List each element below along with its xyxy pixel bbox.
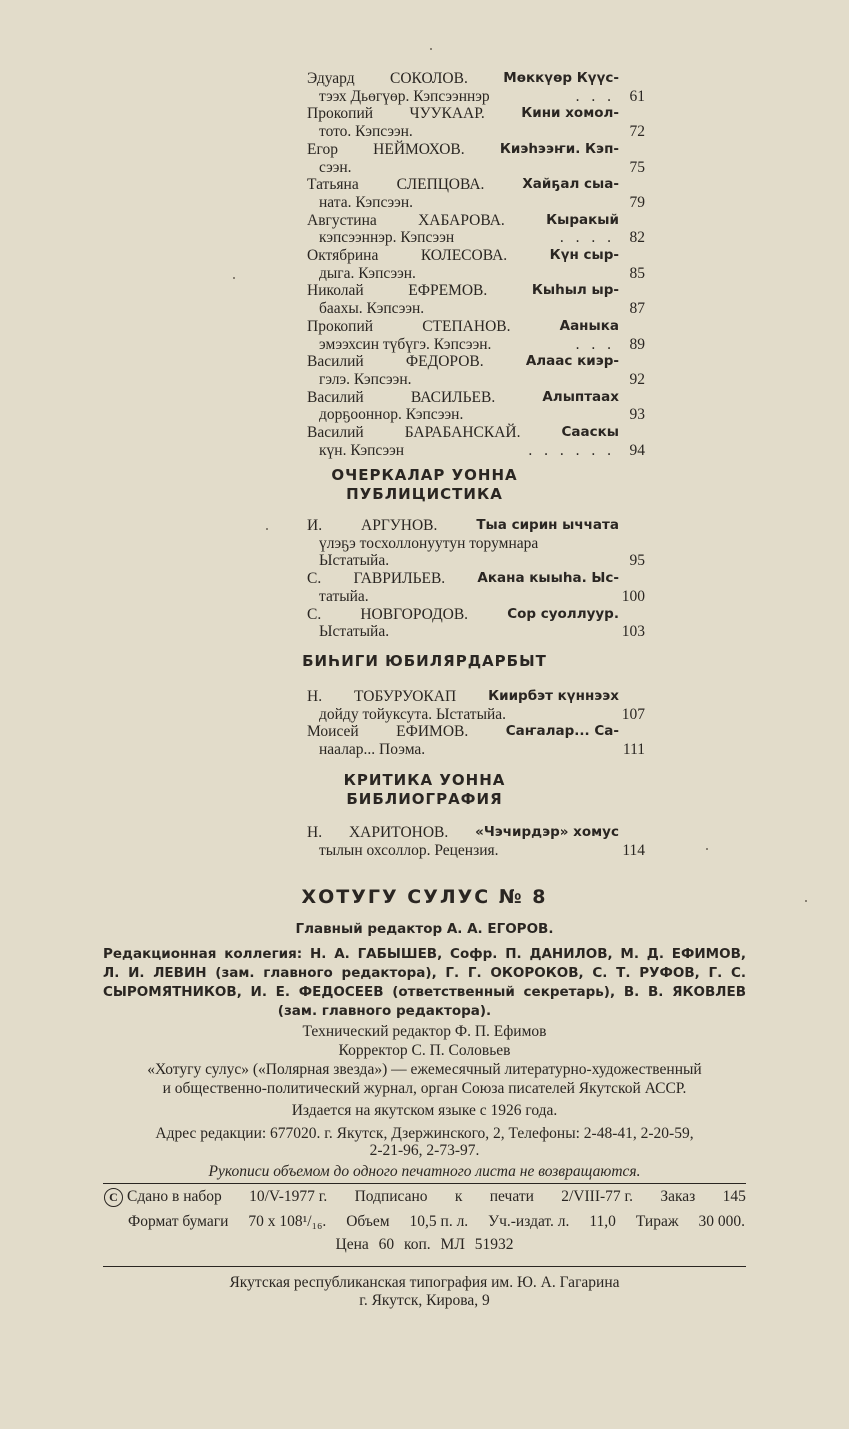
toc-entry — [307, 247, 645, 282]
author-first-name: Н. — [307, 688, 323, 705]
author-surname: ТОБУРУОКАП — [354, 688, 457, 705]
author-surname: ХАБАРОВА. — [418, 211, 505, 229]
section-heading-ocherk — [0, 466, 849, 504]
work-title: Алыптаах — [542, 388, 619, 405]
author-surname: СТЕПАНОВ. — [422, 317, 511, 335]
toc-entry-text — [307, 282, 645, 317]
work-title: Тыа сирин ыччата — [476, 517, 619, 533]
toc-entry-text — [307, 318, 645, 353]
imprint-text: к — [454, 1188, 463, 1205]
toc-entry-line — [307, 688, 619, 706]
page-number: 61 — [629, 87, 645, 105]
toc-entry-text — [307, 424, 645, 459]
toc-entry-text — [307, 517, 645, 570]
toc-entry-text — [307, 688, 645, 723]
toc-entry — [307, 517, 645, 570]
toc-entry-line — [307, 824, 619, 842]
imprint-first — [104, 1188, 222, 1207]
toc-entry — [307, 282, 645, 317]
author-surname: НОВГОРОДОВ. — [360, 605, 469, 623]
toc-entry-line — [307, 552, 619, 570]
section-heading-line: БИБЛИОГРАФИЯ — [346, 790, 503, 808]
printer: Якутская республиканская типография им. Ю. А. Гагарина — [229, 1274, 620, 1291]
work-title: Күн сыр- — [549, 247, 619, 264]
toc-entry-line — [307, 706, 619, 724]
author-surname: ЕФИМОВ. — [396, 723, 469, 741]
section-heading-line: КРИТИКА УОННА — [343, 771, 506, 789]
printer-address: г. Якутск, Кирова, 9 — [359, 1292, 490, 1309]
imprint-text: 11,0 — [589, 1213, 616, 1230]
author-first-name: Прокопий — [307, 105, 374, 123]
author-surname: БАРАБАНСКАЙ. — [404, 424, 521, 442]
author-surname: АРГУНОВ. — [361, 517, 438, 534]
toc-entry-line — [307, 623, 619, 641]
author-surname: ЧУУКААР. — [409, 105, 485, 123]
toc-ocherk — [307, 517, 645, 641]
work-title-cont: эмээхсин түбүгэ. Кэпсээн. — [319, 335, 492, 353]
page-number: 103 — [621, 623, 645, 641]
author-surname: КОЛЕСОВА. — [420, 247, 508, 265]
imprint-text: Сдано в набор — [127, 1188, 222, 1206]
work-title: Кини хомол- — [521, 105, 619, 122]
page-number: 82 — [629, 229, 645, 247]
toc-entry-text — [307, 70, 645, 105]
toc-entry-line — [307, 247, 619, 265]
work-title: Сааскы — [561, 424, 619, 441]
toc-entry-line — [307, 389, 619, 407]
toc-entry-line — [307, 123, 619, 141]
imprint-text: 145 — [722, 1188, 746, 1205]
toc-entry-line — [307, 570, 619, 588]
page-number: 111 — [622, 741, 645, 759]
imprint-text: Подписано — [354, 1188, 428, 1205]
toc-entry-line — [307, 741, 619, 759]
page-number: 95 — [629, 552, 645, 570]
author-first-name: Василий — [307, 424, 364, 442]
author-surname: НЕЙМОХОВ. — [373, 140, 465, 158]
toc-entry-line — [307, 723, 619, 741]
editorial-board — [103, 945, 746, 1021]
author-surname: СЛЕПЦОВА. — [396, 176, 485, 194]
manuscripts-notice: Рукописи объемом до одного печатного листа не возвращаются. — [208, 1163, 641, 1180]
toc-entry-line — [307, 424, 619, 442]
toc-entry-line — [307, 159, 619, 177]
toc-entry-text — [307, 389, 645, 424]
work-title: Мөккүөр Күүс- — [503, 70, 619, 86]
author-first-name: Егор — [307, 140, 338, 158]
work-title: Кыһыл ыр- — [531, 282, 619, 299]
page-number: 92 — [629, 370, 645, 388]
work-title-cont: тээх Дьөгүөр. Кэпсээннэр — [319, 87, 490, 105]
author-first-name: Моисей — [307, 723, 359, 741]
work-title: Саҥалар... Са- — [505, 723, 619, 740]
work-title-cont: дыга. Кэпсээн. — [319, 264, 416, 282]
toc-entry-line — [307, 176, 619, 194]
work-title: Киэһээҥи. Кэп- — [499, 140, 619, 157]
work-title: Хайҕал сыа- — [522, 176, 619, 193]
work-title-cont: тылын охсоллор. Рецензия. — [319, 841, 499, 859]
page-number: 107 — [621, 705, 645, 723]
toc-entry-line — [307, 606, 619, 624]
author-first-name: Н. — [307, 824, 323, 841]
work-title-cont: гэлэ. Кэпсээн. — [319, 370, 412, 388]
toc-entry-line — [307, 300, 619, 318]
work-title: Акана кыыһа. Ыс- — [477, 570, 619, 587]
author-surname: ГАВРИЛЬЕВ. — [353, 570, 446, 588]
toc-entry-text — [307, 824, 645, 859]
toc-entry — [307, 606, 645, 641]
published-since: Издается на якутском языке с 1926 года. — [291, 1102, 558, 1119]
author-first-name: Татьяна — [307, 176, 359, 194]
toc-entry-line — [307, 229, 619, 247]
author-first-name: Василий — [307, 353, 364, 371]
technical-editor: Технический редактор Ф. П. Ефимов — [302, 1023, 547, 1040]
toc-jubilee — [307, 688, 645, 759]
work-title: Ааныка — [559, 317, 619, 334]
toc-entry — [307, 212, 645, 247]
toc-entry-line — [307, 535, 619, 553]
section-heading-line: БИҺИГИ ЮБИЛЯРДАРБЫТ — [302, 652, 547, 670]
corrector: Корректор С. П. Соловьев — [338, 1042, 511, 1059]
imprint-text: 10/V-1977 г. — [249, 1188, 328, 1205]
divider — [103, 1183, 746, 1184]
toc-entry-text — [307, 353, 645, 388]
author-first-name: С. — [307, 605, 322, 623]
page-number: 85 — [629, 264, 645, 282]
section-heading-line: ПУБЛИЦИСТИКА — [346, 485, 503, 503]
toc-entry-text — [307, 212, 645, 247]
page-number: 100 — [621, 587, 645, 605]
work-title-cont: тото. Кэпсээн. — [319, 123, 413, 141]
page-number: 93 — [629, 406, 645, 424]
address-line-1: Адрес редакции: 677020. г. Якутск, Дзержинского, 2, Телефоны: 2-48-41, 2-20-59, — [155, 1125, 694, 1142]
work-title-cont: Ыстатыйа. — [319, 623, 390, 641]
toc-entry-line — [307, 105, 619, 123]
author-first-name: Василий — [307, 388, 364, 406]
page-number: 89 — [629, 335, 645, 353]
toc-entry-line — [307, 442, 619, 460]
imprint-text: Формат бумаги — [128, 1213, 229, 1230]
page-number: 72 — [629, 123, 645, 141]
page-number: 79 — [629, 193, 645, 211]
divider — [103, 1266, 746, 1267]
work-title: Кыракый — [546, 211, 619, 228]
page-number: 114 — [622, 841, 645, 859]
author-first-name: Прокопий — [307, 317, 374, 335]
toc-entry-text — [307, 723, 645, 758]
toc-entry-line — [307, 353, 619, 371]
toc-entry-line — [307, 336, 619, 354]
work-title: Киирбэт күннээх — [488, 688, 619, 704]
page-number: 94 — [629, 441, 645, 459]
editorial-board-line: Л. И. ЛЕВИН (зам. главного редактора), Г. Г. ОКОРОКОВ, С. Т. РУФОВ, Г. С. — [103, 965, 746, 981]
section-heading-jubilee — [0, 652, 849, 671]
address-line-2: 2-21-96, 2-73-97. — [369, 1142, 480, 1159]
toc-entry-text — [307, 176, 645, 211]
work-title-cont: татыйа. — [319, 587, 369, 605]
author-first-name: Эдуард — [307, 70, 355, 87]
author-surname: ХАРИТОНОВ. — [348, 824, 449, 841]
toc-entry-text — [307, 570, 645, 605]
work-title: Алаас киэр- — [525, 353, 619, 370]
work-title-cont: ната. Кэпсээн. — [319, 193, 413, 211]
toc-entry — [307, 70, 645, 105]
author-first-name: Октябрина — [307, 247, 379, 265]
leader-dots: . . . — [575, 87, 615, 105]
editorial-board-line: СЫРОМЯТНИКОВ, И. Е. ФЕДОСЕЕВ (ответственный секретарь), В. В. ЯКОВЛЕВ — [103, 984, 746, 1000]
work-title-cont: наалар... Поэма. — [319, 741, 426, 759]
imprint-text: 30 000. — [698, 1213, 745, 1230]
work-title-cont: дорҕооннор. Кэпсээн. — [319, 406, 464, 424]
author-surname: ФЕДОРОВ. — [405, 353, 484, 371]
imprint-text: 2/VIII-77 г. — [561, 1188, 634, 1205]
toc-entry — [307, 318, 645, 353]
work-genre: Ыстатыйа. — [319, 552, 390, 570]
work-title-cont: сээн. — [319, 158, 352, 176]
toc-entry — [307, 824, 645, 859]
toc-entry — [307, 389, 645, 424]
work-title-cont: дойду тойуксута. Ыстатыйа. — [319, 705, 507, 723]
toc-entry-line — [307, 371, 619, 389]
paper-speck — [266, 528, 268, 530]
toc-entry-line — [307, 212, 619, 230]
journal-about-2: и общественно-политический журнал, орган Союза писателей Якутской АССР. — [162, 1080, 687, 1097]
leader-dots: . . . — [575, 335, 615, 353]
toc-entry-line — [307, 141, 619, 159]
toc-entry-line — [307, 282, 619, 300]
imprint-text: Объем — [346, 1213, 390, 1230]
work-title-cont: кэпсээннэр. Кэпсээн — [319, 229, 455, 247]
imprint-text: 70 х 108¹/₁₆. — [248, 1213, 327, 1230]
author-first-name: Николай — [307, 282, 364, 300]
toc-entry-line — [307, 842, 619, 860]
work-title-cont: баахы. Кэпсээн. — [319, 300, 425, 318]
toc-entry-line — [307, 194, 619, 212]
work-title: «Чэчирдэр» хомус — [475, 824, 619, 840]
toc-entry-line — [307, 265, 619, 283]
leader-dots: . . . . — [559, 229, 615, 247]
toc-entry — [307, 723, 645, 758]
author-surname: СОКОЛОВ. — [390, 70, 468, 87]
paper-speck — [706, 848, 708, 850]
toc-entry-text — [307, 105, 645, 140]
author-surname: ЕФРЕМОВ. — [408, 282, 488, 300]
work-title-cont: үлэҕэ тосхоллонуутун торумнара — [319, 534, 539, 552]
section-heading-critic — [0, 771, 849, 809]
toc-stories — [307, 70, 645, 459]
imprint-text: 10,5 п. л. — [409, 1213, 469, 1230]
imprint-text: Уч.-издат. л. — [488, 1213, 570, 1230]
toc-entry-text — [307, 247, 645, 282]
toc-entry-line — [307, 517, 619, 535]
toc-critic — [307, 824, 645, 859]
toc-entry-line — [307, 88, 619, 106]
author-first-name: С. — [307, 570, 322, 588]
toc-entry — [307, 424, 645, 459]
editorial-board-line: Редакционная коллегия: Н. А. ГАБЫШЕВ, Софр. П. ДАНИЛОВ, М. Д. ЕФИМОВ, — [103, 946, 746, 962]
copyright-icon: С — [104, 1188, 123, 1207]
paper-speck — [430, 48, 432, 50]
toc-entry-line — [307, 406, 619, 424]
toc-entry — [307, 141, 645, 176]
leader-dots: . . . . . . — [528, 441, 615, 459]
toc-entry — [307, 570, 645, 605]
paper-speck — [805, 900, 807, 902]
toc-entry-line — [307, 70, 619, 88]
page-number: 87 — [629, 300, 645, 318]
toc-entry — [307, 353, 645, 388]
chief-editor: Главный редактор А. А. ЕГОРОВ. — [295, 921, 554, 937]
imprint-text: Заказ — [660, 1188, 696, 1205]
toc-entry-text — [307, 141, 645, 176]
imprint-text: Тираж — [635, 1213, 679, 1230]
journal-title: ХОТУГУ СУЛУС № 8 — [301, 886, 548, 908]
work-title: Сор суоллуур. — [507, 605, 619, 622]
author-first-name: И. — [307, 517, 323, 534]
toc-entry — [307, 105, 645, 140]
work-title-cont: күн. Кэпсээн — [319, 441, 405, 459]
toc-entry-line — [307, 588, 619, 606]
toc-entry-text — [307, 606, 645, 641]
editorial-board-line: (зам. главного редактора). — [277, 1003, 492, 1019]
author-surname: ВАСИЛЬЕВ. — [410, 388, 496, 406]
imprint-text: печати — [489, 1188, 534, 1205]
imprint-line-2 — [128, 1213, 745, 1231]
toc-entry — [307, 176, 645, 211]
author-first-name: Августина — [307, 211, 377, 229]
toc-entry — [307, 688, 645, 723]
paper-speck — [233, 277, 235, 279]
page-number: 75 — [629, 158, 645, 176]
journal-about-1: «Хотугу сулус» («Полярная звезда») — ежемесячный литературно-художественный — [147, 1061, 702, 1078]
toc-entry-line — [307, 318, 619, 336]
imprint-line-1 — [104, 1188, 746, 1207]
section-heading-line: ОЧЕРКАЛАР УОННА — [331, 466, 518, 484]
price: Цена 60 коп. МЛ 51932 — [335, 1236, 514, 1253]
